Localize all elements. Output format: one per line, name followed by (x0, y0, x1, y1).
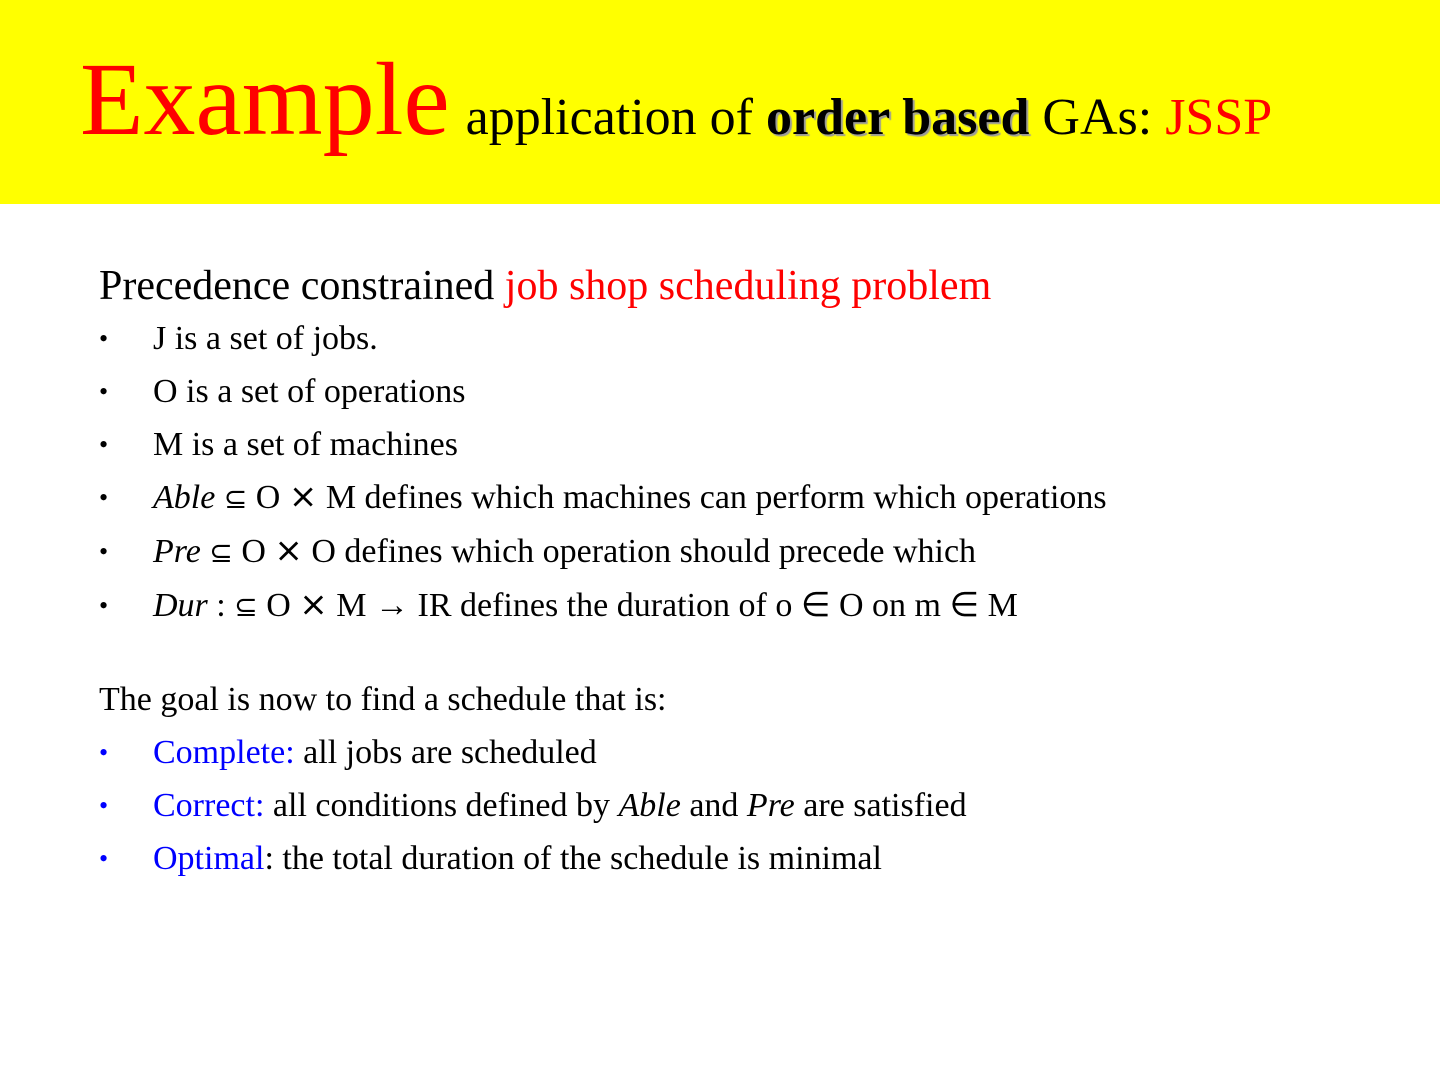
subset-symbol: ⊆ (209, 536, 233, 569)
goal-italic: Able (618, 787, 681, 824)
goal-label: Correct: (153, 787, 265, 824)
section-spacer (99, 639, 1299, 679)
item-text: O ⨯ M defines which machines can perform which operations (255, 479, 1107, 516)
bullet-icon: • (99, 324, 109, 353)
section2-heading: The goal is now to find a schedule that is: (99, 681, 667, 718)
item-italic: Able (153, 479, 216, 516)
bullet-icon: • (99, 483, 109, 512)
bullet-icon: • (99, 738, 109, 767)
goal-text: and (680, 787, 747, 824)
goal-text: : the total duration of the schedule is minimal (264, 840, 882, 877)
list-item (99, 371, 1299, 413)
goal-italic: Pre (746, 787, 795, 824)
title-subtitle (466, 88, 1273, 147)
item-italic: Dur (153, 587, 208, 624)
goal-text: all jobs are scheduled (294, 734, 597, 771)
bullet-icon: • (99, 430, 109, 459)
bullet-icon: • (99, 377, 109, 406)
goal-label: Complete: (153, 734, 295, 771)
section1-heading-plain: Precedence constrained (99, 263, 505, 309)
section1-heading-red: job shop scheduling problem (504, 263, 992, 309)
title-jssp: JSSP (1165, 89, 1273, 146)
section1-heading (99, 258, 1299, 314)
list-item (99, 531, 1299, 574)
title-part2: GAs: (1029, 89, 1166, 146)
slide-content (99, 258, 1299, 891)
bullet-icon: • (99, 537, 109, 566)
title-example-word: Example (80, 42, 450, 157)
item-colon: : (207, 587, 235, 624)
list-item (99, 585, 1299, 628)
goal-text: all conditions defined by (264, 787, 619, 824)
item-text: J is a set of jobs. (153, 320, 378, 357)
list-item (99, 424, 1299, 466)
subset-symbol: ⊆ (223, 482, 248, 515)
item-text: O ⨯ O defines which operation should precede which (241, 533, 977, 570)
subset-symbol: ⊆ (234, 590, 258, 623)
definitions-list (99, 318, 1299, 628)
title-part1: application of (465, 89, 766, 146)
item-text: O is a set of operations (153, 373, 466, 410)
bullet-icon: • (99, 844, 109, 873)
list-item (99, 318, 1299, 360)
title-banner (0, 0, 1440, 204)
item-text: M is a set of machines (153, 426, 458, 463)
title-bold-text: order based (766, 89, 1030, 146)
goal-text: are satisfied (794, 787, 967, 824)
goal-label: Optimal (153, 840, 265, 877)
list-item (99, 477, 1299, 520)
goal-list (99, 732, 1299, 880)
bullet-icon: • (99, 591, 109, 620)
bullet-icon: • (99, 791, 109, 820)
list-item (99, 785, 1299, 827)
item-text: O ⨯ M → IR defines the duration of o ∈ O on m ∈ M (266, 587, 1018, 624)
slide-title (80, 42, 1273, 157)
item-italic: Pre (153, 533, 201, 570)
list-item (99, 838, 1299, 880)
list-item (99, 732, 1299, 774)
